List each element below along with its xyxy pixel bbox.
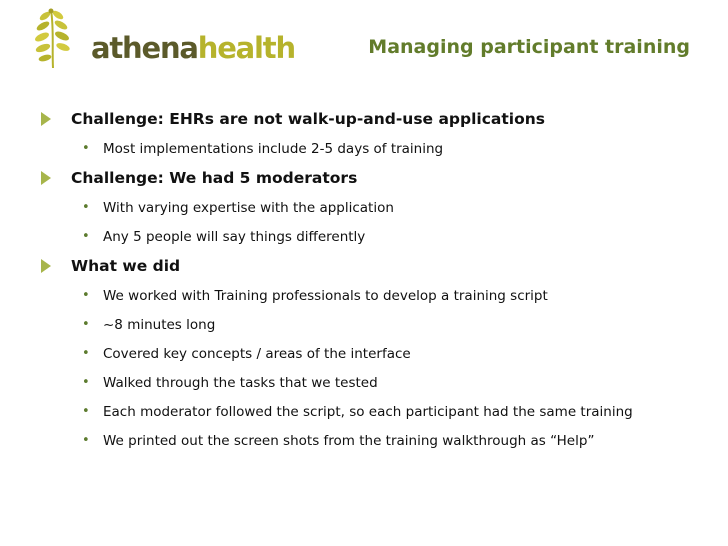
arrow-bullet-icon [41,171,51,185]
sub-bullet-text: ~8 minutes long [103,317,216,333]
sub-bullet [40,370,720,399]
slide-title: Managing participant training [368,36,690,58]
athenahealth-logo [33,8,295,70]
sub-bullet [40,136,720,165]
sub-bullet-text: Most implementations include 2-5 days of training [103,141,444,157]
dot-bullet-icon: • [82,433,90,448]
sub-bullet [40,341,720,370]
arrow-bullet-icon [41,259,51,273]
sub-bullet [40,428,720,457]
sub-bullet [40,195,720,224]
sub-bullet-text: We worked with Training professionals to develop a training script [103,288,548,304]
dot-bullet-icon: • [82,288,90,303]
sub-bullet-text: We printed out the screen shots from the training walkthrough as “Help” [103,433,595,449]
dot-bullet-icon: • [82,200,90,215]
logo-text-athena: athena [91,31,198,65]
dot-bullet-icon: • [82,317,90,332]
bullet-text: What we did [71,257,181,275]
leaf-sprig-icon [33,8,93,70]
dot-bullet-icon: • [82,375,90,390]
sub-bullet [40,312,720,341]
sub-bullet [40,399,720,428]
sub-bullet [40,224,720,253]
arrow-bullet-icon [41,112,51,126]
sub-bullet-text: Covered key concepts / areas of the interface [103,346,411,362]
bullet-text: Challenge: EHRs are not walk-up-and-use applications [71,110,546,128]
bullet-challenge-moderators [40,165,720,195]
bullet-list [40,106,720,457]
logo-text-health: health [197,31,295,65]
bullet-challenge-ehrs [40,106,720,136]
bullet-what-we-did [40,253,720,283]
dot-bullet-icon: • [82,404,90,419]
sub-bullet-text: Walked through the tasks that we tested [103,375,378,391]
sub-bullet [40,283,720,312]
bullet-text: Challenge: We had 5 moderators [71,169,358,187]
sub-bullet-text: Any 5 people will say things differently [103,229,366,245]
dot-bullet-icon: • [82,229,90,244]
dot-bullet-icon: • [82,346,90,361]
sub-bullet-text: Each moderator followed the script, so each participant had the same training [103,404,633,420]
dot-bullet-icon: • [82,141,90,156]
sub-bullet-text: With varying expertise with the application [103,200,394,216]
